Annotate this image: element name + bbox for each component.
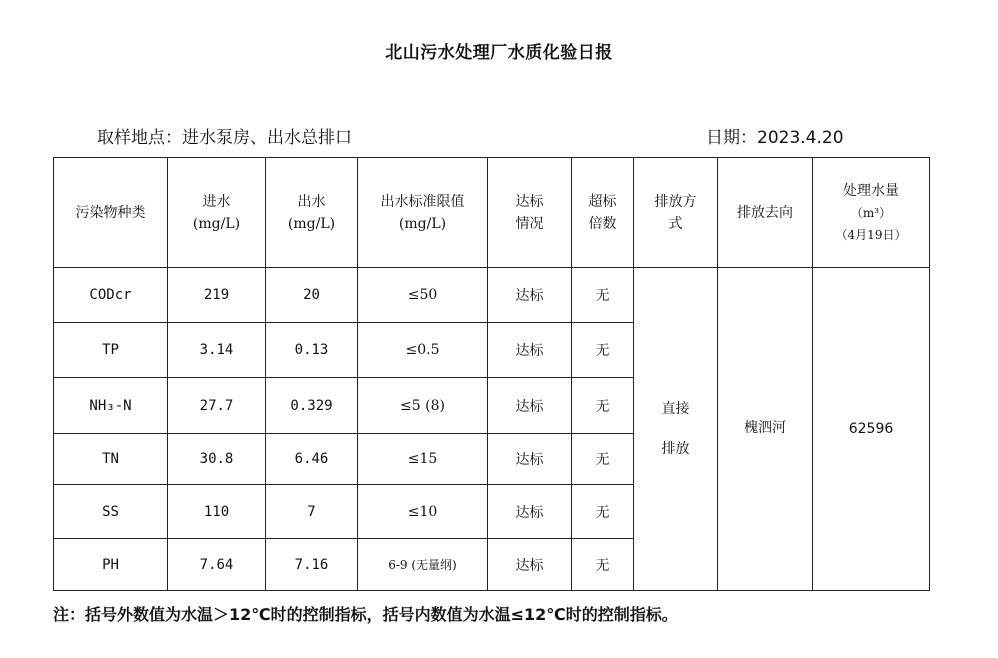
table-row (54, 268, 930, 323)
header-exceed: 超标 倍数 (572, 158, 634, 268)
status-value: 达标 (488, 323, 572, 378)
pollutant-name: TP (54, 323, 168, 378)
header-outflow: 出水 (mg/L) (266, 158, 358, 268)
outflow-value: 7.16 (266, 539, 358, 591)
header-row (54, 158, 930, 268)
exceed-value: 无 (572, 378, 634, 434)
inflow-value: 219 (168, 268, 266, 323)
footnote: 注：括号外数值为水温＞12℃时的控制指标，括号内数值为水温≤12℃时的控制指标。 (53, 605, 678, 624)
pollutant-name: CODcr (54, 268, 168, 323)
outflow-value: 0.13 (266, 323, 358, 378)
discharge-method: 直接 排放 (634, 268, 718, 591)
inflow-value: 27.7 (168, 378, 266, 434)
pollutant-name: NH₃-N (54, 378, 168, 434)
status-value: 达标 (488, 434, 572, 485)
status-value: 达标 (488, 485, 572, 539)
header-pollutant: 污染物种类 (54, 158, 168, 268)
report-date: 日期：2023.4.20 (706, 128, 844, 148)
report-title: 北山污水处理厂水质化验日报 (385, 43, 613, 63)
pollutant-name: TN (54, 434, 168, 485)
outflow-value: 6.46 (266, 434, 358, 485)
treated-volume: 62596 (813, 268, 930, 591)
inflow-value: 30.8 (168, 434, 266, 485)
limit-value: 6-9 (无量纲) (358, 539, 488, 591)
status-value: 达标 (488, 378, 572, 434)
header-status: 达标 情况 (488, 158, 572, 268)
header-discharge-dest: 排放去向 (718, 158, 813, 268)
outflow-value: 0.329 (266, 378, 358, 434)
limit-value: ≤15 (358, 434, 488, 485)
header-inflow: 进水 (mg/L) (168, 158, 266, 268)
outflow-value: 7 (266, 485, 358, 539)
status-value: 达标 (488, 268, 572, 323)
limit-value: ≤10 (358, 485, 488, 539)
header-volume: 处理水量 （m³） （4月19日） (813, 158, 930, 268)
discharge-destination: 槐泗河 (718, 268, 813, 591)
exceed-value: 无 (572, 323, 634, 378)
outflow-value: 20 (266, 268, 358, 323)
water-quality-table (53, 157, 930, 591)
header-discharge-method: 排放方 式 (634, 158, 718, 268)
limit-value: ≤0.5 (358, 323, 488, 378)
pollutant-name: SS (54, 485, 168, 539)
exceed-value: 无 (572, 485, 634, 539)
limit-value: ≤5 (8) (358, 378, 488, 434)
status-value: 达标 (488, 539, 572, 591)
exceed-value: 无 (572, 434, 634, 485)
inflow-value: 3.14 (168, 323, 266, 378)
inflow-value: 7.64 (168, 539, 266, 591)
exceed-value: 无 (572, 539, 634, 591)
sampling-location: 取样地点：进水泵房、出水总排口 (97, 128, 352, 148)
inflow-value: 110 (168, 485, 266, 539)
limit-value: ≤50 (358, 268, 488, 323)
exceed-value: 无 (572, 268, 634, 323)
header-limit: 出水标准限值 (mg/L) (358, 158, 488, 268)
pollutant-name: PH (54, 539, 168, 591)
